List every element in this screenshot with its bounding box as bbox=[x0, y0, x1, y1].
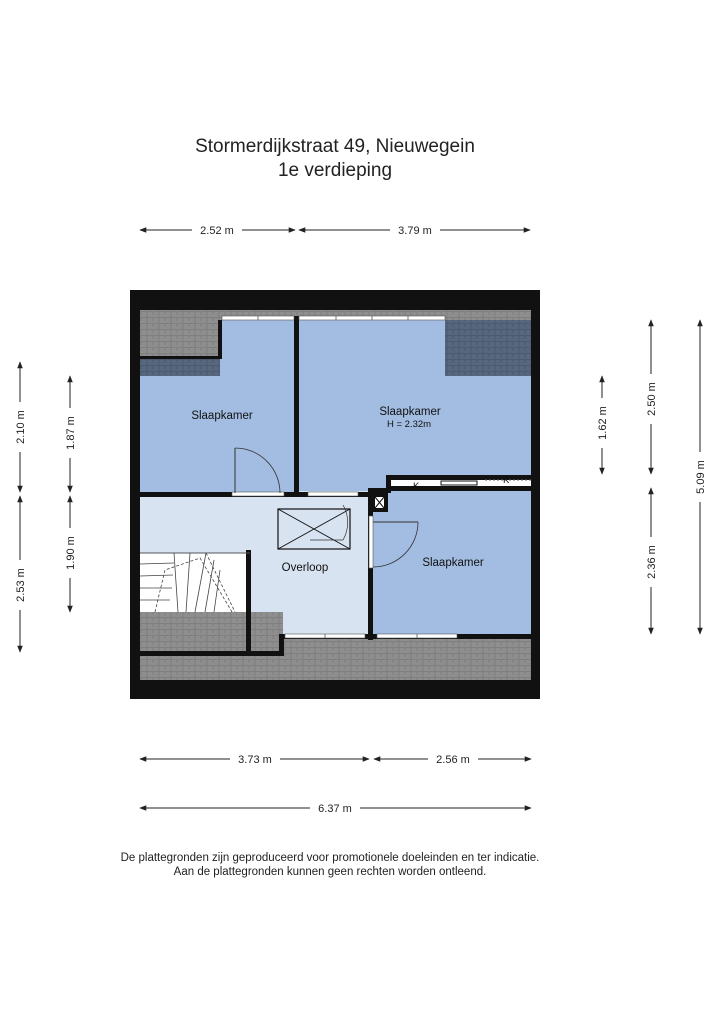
svg-text:3.79 m: 3.79 m bbox=[398, 225, 432, 237]
roof-slope-stair bbox=[140, 612, 283, 640]
svg-text:5.09 m: 5.09 m bbox=[695, 460, 707, 494]
room-label-bedroom-left: Slaapkamer bbox=[191, 410, 253, 422]
svg-text:3.73 m: 3.73 m bbox=[238, 754, 272, 766]
dimension-left-inner-top bbox=[65, 376, 77, 492]
closet-mark-2: K bbox=[503, 475, 510, 486]
wall-between-bedrooms bbox=[294, 316, 299, 496]
svg-text:2.10 m: 2.10 m bbox=[15, 410, 27, 444]
dimension-bottom-total bbox=[140, 803, 531, 815]
dimension-right-mid-bottom bbox=[646, 488, 658, 634]
svg-text:2.56 m: 2.56 m bbox=[436, 754, 470, 766]
dimension-top-right bbox=[299, 225, 530, 237]
svg-text:1.87 m: 1.87 m bbox=[65, 416, 77, 450]
floor-level-subtitle: 1e verdieping bbox=[277, 160, 393, 181]
disclaimer-line-1: De plattegronden zijn geproduceerd voor promotionele doeleinden en ter indicatie. bbox=[120, 852, 540, 864]
floorplan-title: Stormerdijkstraat 49, Nieuwegein bbox=[195, 136, 475, 157]
room-label-bedroom-right-top: Slaapkamer bbox=[379, 406, 441, 418]
svg-text:2.36 m: 2.36 m bbox=[646, 545, 658, 579]
svg-text:2.53 m: 2.53 m bbox=[15, 568, 27, 602]
dimension-right-outer-total bbox=[695, 320, 707, 634]
svg-text:1.90 m: 1.90 m bbox=[65, 536, 77, 570]
dimension-right-inner-top bbox=[597, 376, 609, 474]
room-height-label: H = 2.32m bbox=[386, 419, 432, 430]
svg-text:2.52 m: 2.52 m bbox=[200, 225, 234, 237]
staircase bbox=[140, 553, 250, 612]
dimension-left-outer-bottom bbox=[15, 496, 27, 652]
dimension-left-inner-bottom bbox=[65, 496, 77, 612]
dimension-left-outer-top bbox=[15, 362, 27, 492]
roof-slope-bottom bbox=[140, 638, 531, 680]
dimension-top-left bbox=[140, 225, 295, 237]
dimension-bottom-left bbox=[140, 754, 369, 766]
svg-text:6.37 m: 6.37 m bbox=[318, 803, 352, 815]
room-label-bedroom-right-bottom: Slaapkamer bbox=[422, 557, 484, 569]
room-label-landing: Overloop bbox=[281, 562, 329, 574]
closet-mark-1: K bbox=[413, 481, 420, 492]
disclaimer-line-2: Aan de plattegronden kunnen geen rechten worden ontleend. bbox=[173, 866, 487, 878]
svg-text:2.50 m: 2.50 m bbox=[646, 382, 658, 416]
svg-text:1.62 m: 1.62 m bbox=[597, 406, 609, 440]
dimension-bottom-right bbox=[374, 754, 531, 766]
dimension-right-mid-top bbox=[646, 320, 658, 474]
